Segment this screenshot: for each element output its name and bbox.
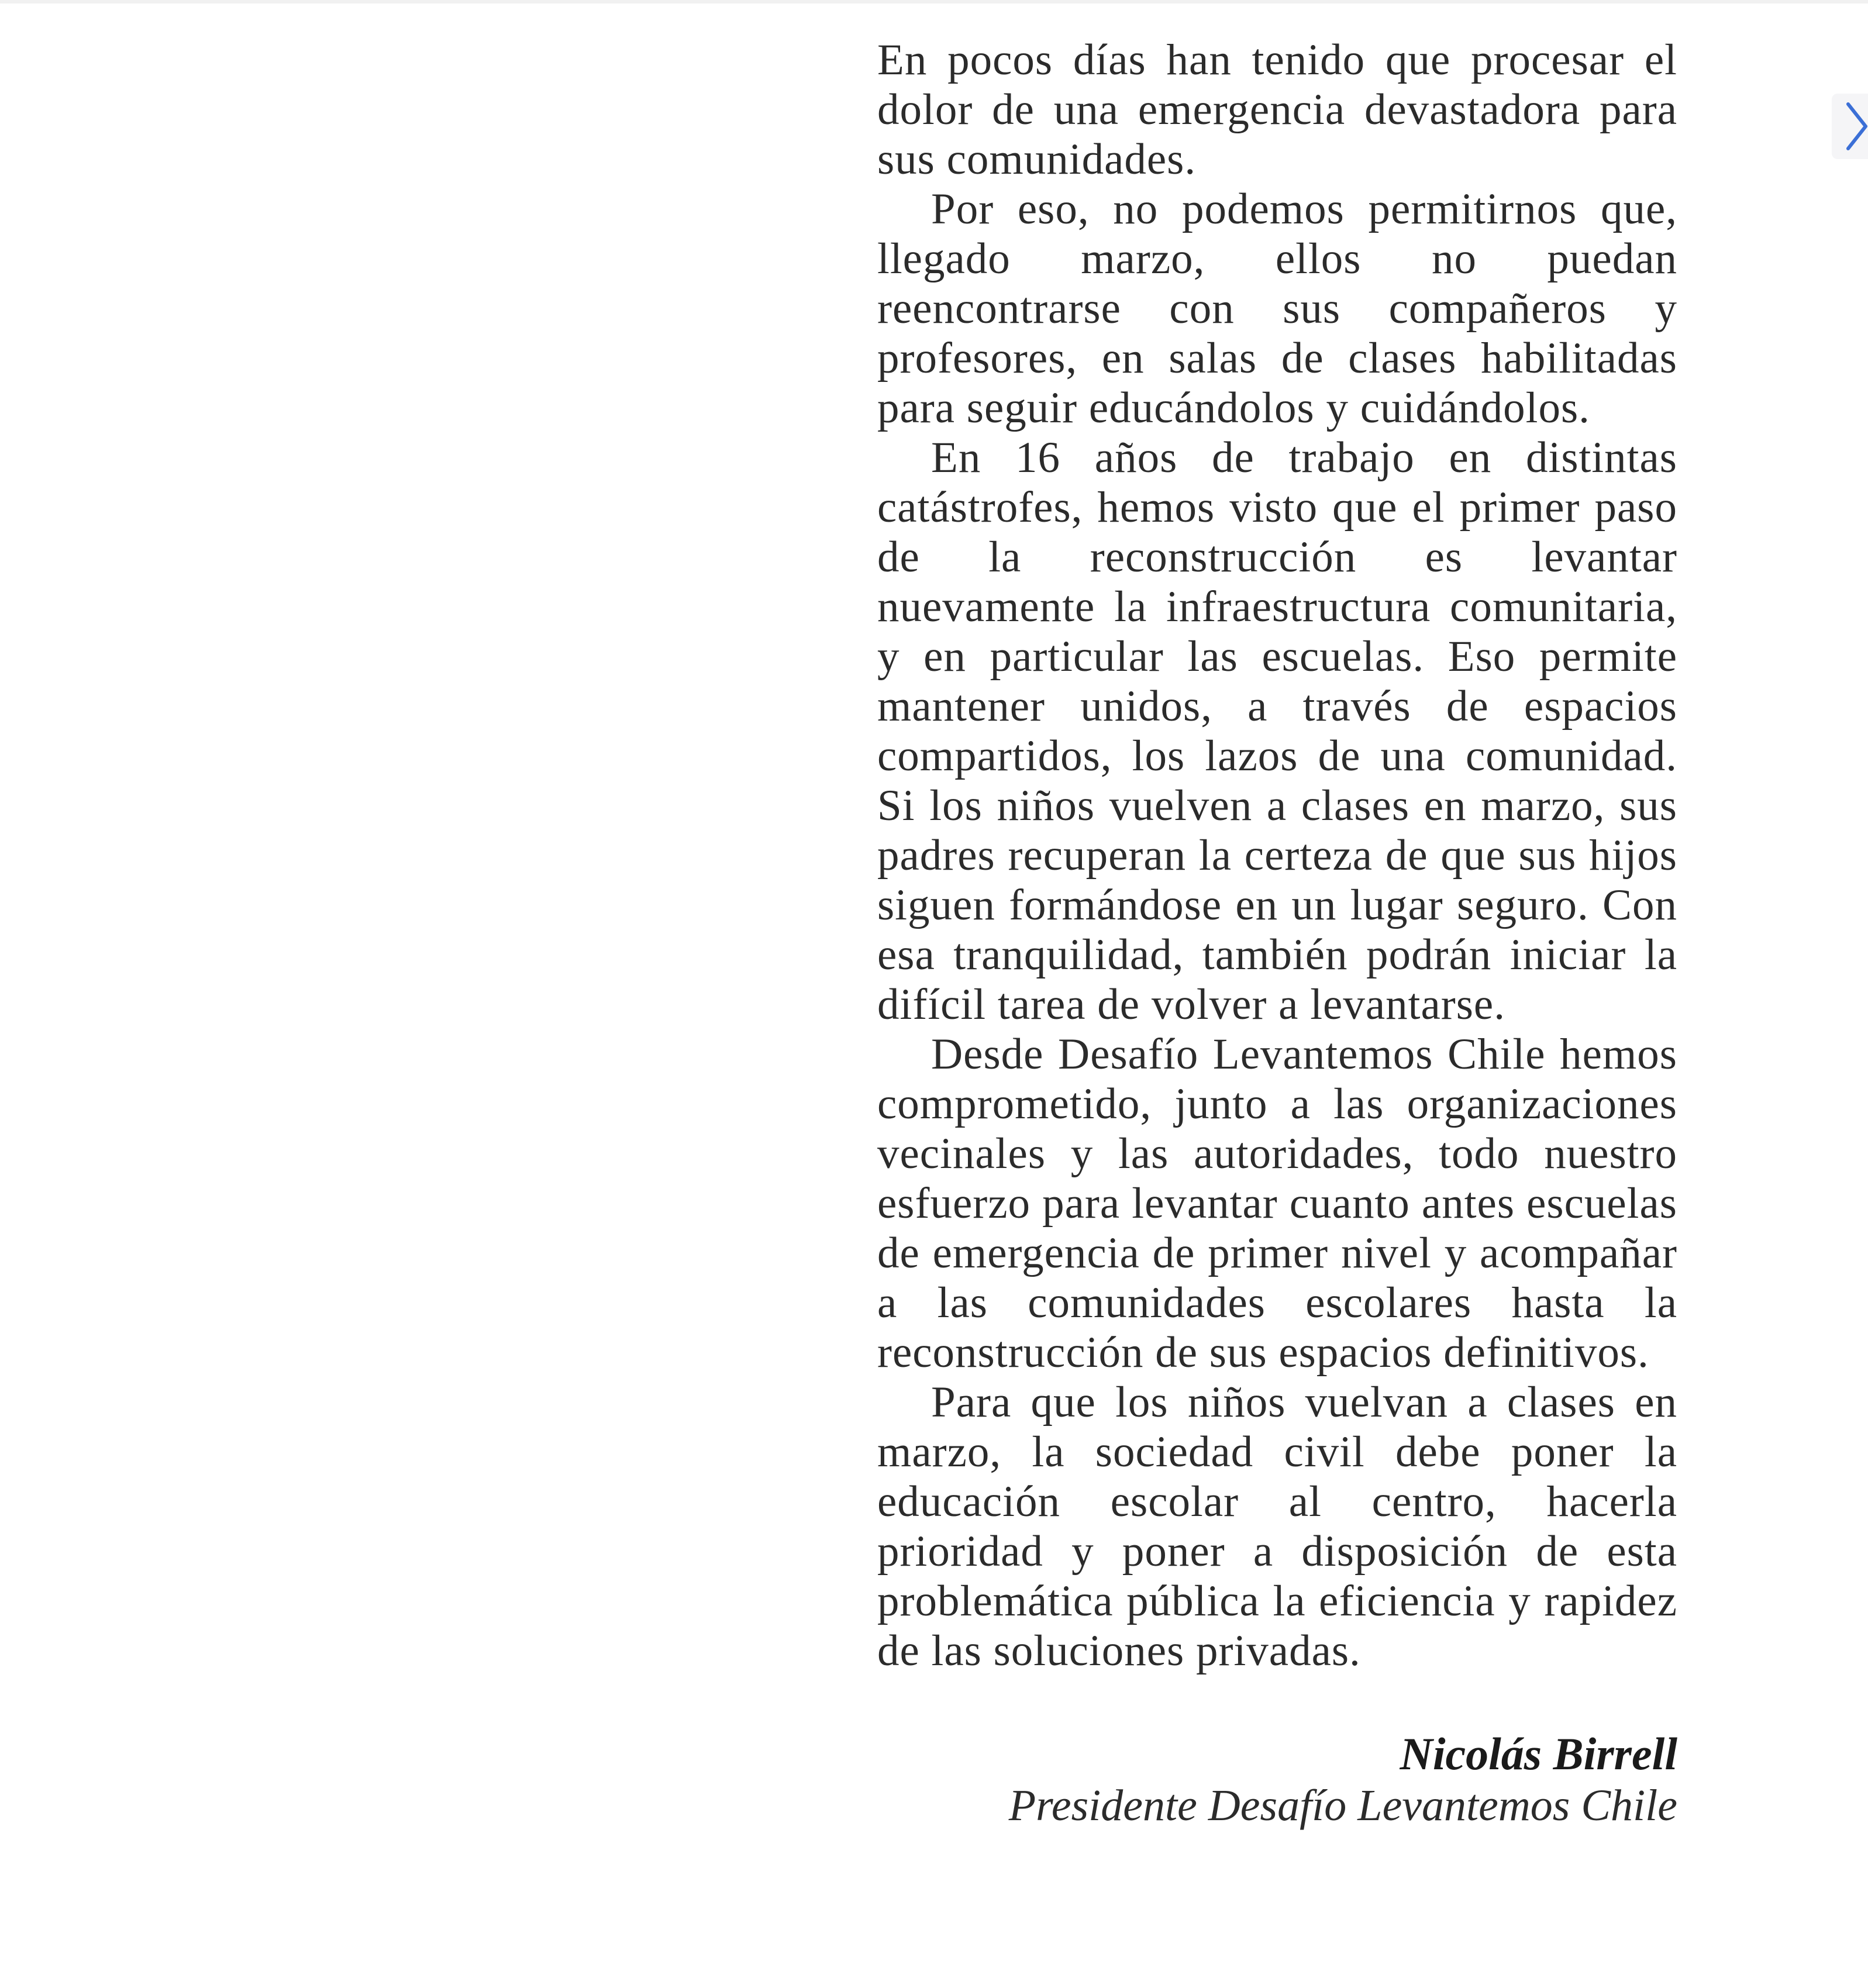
next-page-button[interactable] <box>1832 94 1868 159</box>
author-name: Nicolás Birrell <box>1400 1728 1677 1779</box>
signature-block <box>877 1728 1677 1831</box>
chevron-right-icon <box>1845 102 1868 151</box>
article-paragraph-3: En 16 años de trabajo en distintas catástrofes, hemos visto que el primer paso de la reconstrucción es levantar nuevamente la infraestructura comunitaria, y en particular las escuelas. Eso permite mantener unidos, a través de espacios compartidos, los lazos de una comunidad. Si los niños vuelven a clases en marzo, sus padres recuperan la certeza de que sus hijos siguen formándose en un lugar seguro. Con esa tranquilidad, también podrán iniciar la difícil tarea de volver a levantarse. <box>877 433 1677 1029</box>
article-paragraph-1: En pocos días han tenido que procesar el dolor de una emergencia devastadora para sus comunidades. <box>877 36 1677 184</box>
article-paragraph-5: Para que los niños vuelvan a clases en marzo, la sociedad civil debe poner la educación escolar al centro, hacerla prioridad y poner a disposición de esta problemática pública la eficiencia y rapidez de las soluciones privadas. <box>877 1378 1677 1675</box>
article-paragraph-2: Por eso, no podemos permitirnos que, llegado marzo, ellos no puedan reencontrarse con sus compañeros y profesores, en salas de clases habilitadas para seguir educándolos y cuidándolos. <box>877 185 1677 432</box>
author-role: Presidente Desafío Levantemos Chile <box>1008 1781 1677 1830</box>
article-column <box>877 35 1677 1831</box>
top-divider <box>0 0 1868 4</box>
article-paragraph-4: Desde Desafío Levantemos Chile hemos comprometido, junto a las organizaciones vecinales y las autoridades, todo nuestro esfuerzo para levantar cuanto antes escuelas de emergencia de primer nivel y acompañar a las comunidades escolares hasta la reconstrucción de sus espacios definitivos. <box>877 1030 1677 1377</box>
